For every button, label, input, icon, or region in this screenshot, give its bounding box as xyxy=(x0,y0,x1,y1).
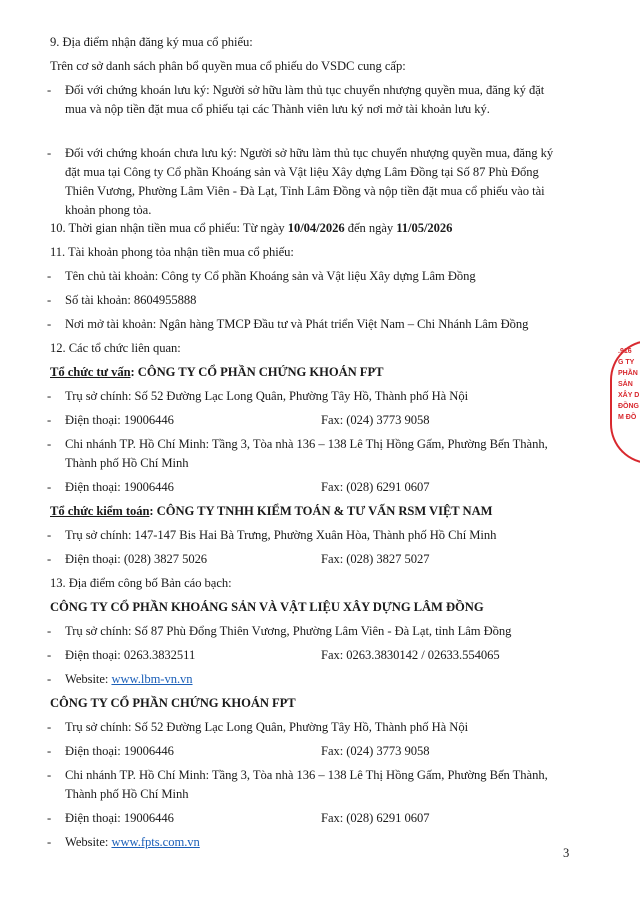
fpt-website-label: Website: xyxy=(65,835,112,849)
s9-bullet-2-line-3: Thiên Vương, Phường Lâm Viên - Đà Lạt, Tỉnh Lâm Đồng và nộp tiền đặt mua cổ phiếu vào tài xyxy=(65,184,545,198)
advisor-branch-line-2: Thành phố Hồ Chí Minh xyxy=(65,456,189,470)
lbm-hq: Trụ sở chính: Số 87 Phù Đổng Thiên Vương, Phường Lâm Viên - Đà Lạt, tỉnh Lâm Đồng xyxy=(65,624,512,638)
fpt-company-name: CÔNG TY CỔ PHẦN CHỨNG KHOÁN FPT xyxy=(50,696,296,710)
date-to: 11/05/2026 xyxy=(396,221,453,235)
section-9-intro: Trên cơ sở danh sách phân bổ quyền mua cổ phiếu do VSDC cung cấp: xyxy=(50,59,406,73)
fpt-branch-fax: Fax: (028) 6291 0607 xyxy=(321,811,430,825)
section-9-title: 9. Địa điểm nhận đăng ký mua cổ phiếu: xyxy=(50,35,253,49)
s9-bullet-2-line-4: khoản phong tỏa. xyxy=(65,203,152,217)
lbm-company-name: CÔNG TY CỔ PHẦN KHOÁNG SẢN VÀ VẬT LIỆU XÂY DỰNG LÂM ĐỒNG xyxy=(50,600,484,614)
fpt-phone: Điện thoại: 19006446 xyxy=(65,744,174,758)
bullet: - xyxy=(47,317,52,331)
auditor-name: : CÔNG TY TNHH KIỂM TOÁN & TƯ VẤN RSM VIỆT NAM xyxy=(149,504,493,518)
bullet: - xyxy=(47,811,52,825)
s9-bullet-2-line-2: đặt mua tại Công ty Cổ phần Khoáng sản và Vật liệu Xây dựng Lâm Đồng tại Số 87 Phù Đổng xyxy=(65,165,539,179)
fpt-branch-line-2: Thành phố Hồ Chí Minh xyxy=(65,787,189,801)
auditor-heading xyxy=(50,503,492,519)
section-10-mid: đến ngày xyxy=(344,221,397,235)
account-bank: Nơi mở tài khoản: Ngân hàng TMCP Đầu tư và Phát triển Việt Nam – Chi Nhánh Lâm Đồng xyxy=(65,317,529,331)
seal-text-line: .916 xyxy=(618,348,632,355)
advisor-label: Tổ chức tư vấn xyxy=(50,365,131,379)
bullet: - xyxy=(47,83,52,97)
auditor-hq: Trụ sở chính: 147-147 Bis Hai Bà Trưng, Phường Xuân Hòa, Thành phố Hồ Chí Minh xyxy=(65,528,497,542)
fpt-fax: Fax: (024) 3773 9058 xyxy=(321,744,430,758)
fpt-branch-phone: Điện thoại: 19006446 xyxy=(65,811,174,825)
s9-bullet-2-line-1: Đối với chứng khoán chưa lưu ký: Người sở hữu làm thủ tục chuyển nhượng quyền mua, đăng ký xyxy=(65,146,554,160)
lbm-website-label: Website: xyxy=(65,672,112,686)
bullet: - xyxy=(47,552,52,566)
seal-text-line: M ĐỒ xyxy=(618,414,637,421)
bullet: - xyxy=(47,269,52,283)
advisor-phone: Điện thoại: 19006446 xyxy=(65,413,174,427)
bullet: - xyxy=(47,624,52,638)
bullet: - xyxy=(47,480,52,494)
lbm-website-row xyxy=(65,671,193,687)
fpt-hq: Trụ sở chính: Số 52 Đường Lạc Long Quân, Phường Tây Hồ, Thành phố Hà Nội xyxy=(65,720,469,734)
account-number: Số tài khoản: 8604955888 xyxy=(65,293,197,307)
bullet: - xyxy=(47,437,52,451)
fpt-branch-line-1: Chi nhánh TP. Hồ Chí Minh: Tầng 3, Tòa nhà 136 – 138 Lê Thị Hồng Gấm, Phường Bến Thành, xyxy=(65,768,548,782)
account-holder: Tên chủ tài khoản: Công ty Cổ phần Khoáng sản và Vật liệu Xây dựng Lâm Đồng xyxy=(65,269,476,283)
date-from: 10/04/2026 xyxy=(287,221,345,235)
lbm-phone: Điện thoại: 0263.3832511 xyxy=(65,648,196,662)
lbm-fax: Fax: 0263.3830142 / 02633.554065 xyxy=(321,648,500,662)
bullet: - xyxy=(47,672,52,686)
advisor-branch-line-1: Chi nhánh TP. Hồ Chí Minh: Tầng 3, Tòa nhà 136 – 138 Lê Thị Hồng Gấm, Phường Bến Thành, xyxy=(65,437,548,451)
fpt-website-link[interactable]: www.fpts.com.vn xyxy=(111,835,200,849)
seal-text-line: ĐỒNG xyxy=(618,403,639,410)
bullet: - xyxy=(47,528,52,542)
seal-text-line: G TY xyxy=(618,359,635,366)
section-10-prefix: 10. Thời gian nhận tiền mua cổ phiếu: Từ ngày xyxy=(50,221,288,235)
s9-bullet-1-line-2: mua và nộp tiền đặt mua cổ phiếu tại các Thành viên lưu ký nơi mở tài khoản lưu ký. xyxy=(65,102,490,116)
advisor-fax: Fax: (024) 3773 9058 xyxy=(321,413,430,427)
advisor-heading xyxy=(50,364,383,380)
bullet: - xyxy=(47,720,52,734)
company-seal-stamp xyxy=(610,340,640,460)
auditor-phone: Điện thoại: (028) 3827 5026 xyxy=(65,552,208,566)
advisor-branch-phone: Điện thoại: 19006446 xyxy=(65,480,174,494)
seal-text-line: SẢN xyxy=(618,381,633,388)
page-number: 3 xyxy=(563,846,570,860)
bullet: - xyxy=(47,389,52,403)
bullet: - xyxy=(47,768,52,782)
bullet: - xyxy=(47,648,52,662)
bullet: - xyxy=(47,744,52,758)
section-12-title: 12. Các tổ chức liên quan: xyxy=(50,341,181,355)
section-11-title: 11. Tài khoản phong tỏa nhận tiền mua cổ phiếu: xyxy=(50,245,294,259)
bullet: - xyxy=(47,413,52,427)
bullet: - xyxy=(47,835,52,849)
fpt-website-row xyxy=(65,834,200,850)
advisor-branch-fax: Fax: (028) 6291 0607 xyxy=(321,480,430,494)
section-13-title: 13. Địa điểm công bố Bản cáo bạch: xyxy=(50,576,232,590)
seal-text-line: XÂY D xyxy=(618,392,640,399)
seal-text xyxy=(618,346,639,423)
s9-bullet-1-line-1: Đối với chứng khoán lưu ký: Người sở hữu làm thủ tục chuyển nhượng quyền mua, đăng ký đặt xyxy=(65,83,545,97)
advisor-hq: Trụ sở chính: Số 52 Đường Lạc Long Quân, Phường Tây Hồ, Thành phố Hà Nội xyxy=(65,389,469,403)
advisor-name: : CÔNG TY CỔ PHẦN CHỨNG KHOÁN FPT xyxy=(130,365,384,379)
section-10 xyxy=(50,220,452,236)
auditor-fax: Fax: (028) 3827 5027 xyxy=(321,552,430,566)
bullet: - xyxy=(47,293,52,307)
auditor-label: Tổ chức kiểm toán xyxy=(50,504,150,518)
seal-text-line: PHẦN xyxy=(618,370,638,377)
bullet: - xyxy=(47,146,52,160)
lbm-website-link[interactable]: www.lbm-vn.vn xyxy=(111,672,193,686)
